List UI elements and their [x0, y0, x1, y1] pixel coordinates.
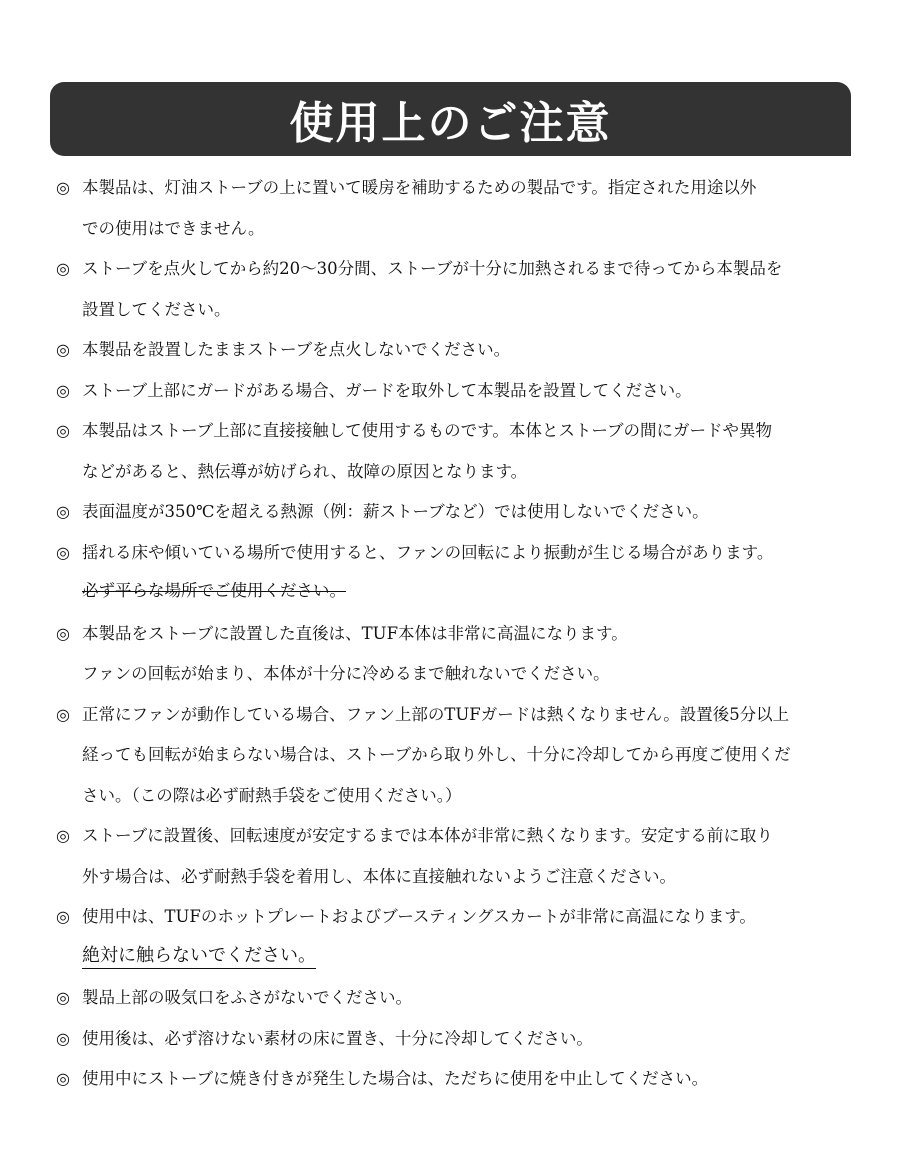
- bullet-icon: ◎: [56, 1028, 70, 1048]
- notice-list: [56, 168, 846, 1100]
- notice-text: での使用はできません。: [82, 218, 265, 238]
- bullet-icon: ◎: [56, 907, 70, 926]
- notice-item: [56, 330, 846, 371]
- bullet-icon: ◎: [56, 421, 70, 440]
- notice-text: 表面温度が350℃を超える熱源（例：薪ストーブなど）では使用しないでください。: [82, 502, 709, 521]
- notice-text: 製品上部の吸気口をふさがないでください。: [82, 988, 412, 1007]
- notice-item: [56, 1059, 846, 1100]
- notice-text: ストーブ上部にガードがある場合、ガードを取外して本製品を設置してください。: [82, 380, 692, 400]
- notice-text: 使用後は、必ず溶けない素材の床に置き、十分に冷却してください。: [82, 1028, 593, 1048]
- notice-item: [56, 614, 846, 695]
- notice-item: [56, 371, 846, 412]
- bullet-icon: ◎: [56, 988, 70, 1007]
- bullet-icon: ◎: [56, 542, 70, 562]
- notice-item: [56, 168, 846, 249]
- notice-item: [56, 249, 846, 330]
- header-bar: [50, 82, 851, 156]
- notice-text: さい。（この際は必ず耐熱手袋をご使用ください。）: [82, 785, 462, 805]
- notice-text: ストーブを点火してから約20～30分間、ストーブが十分に加熱されるまで待ってから本製品を: [82, 259, 783, 278]
- notice-text: 本製品をストーブに設置した直後は、TUF本体は非常に高温になります。: [82, 623, 628, 643]
- bullet-icon: ◎: [56, 340, 70, 359]
- notice-text: 設置してください。: [82, 299, 231, 319]
- notice-text: 使用中にストーブに焼き付きが発生した場合は、ただちに使用を中止してください。: [82, 1069, 709, 1088]
- bullet-icon: ◎: [56, 178, 70, 197]
- notice-text: 本製品は、灯油ストーブの上に置いて暖房を補助するための製品です。指定された用途以外: [82, 178, 757, 197]
- notice-note: 必ず平らな場所でご使用ください。: [82, 581, 346, 600]
- page-title: 使用上のご注意: [289, 98, 612, 149]
- notice-item: [56, 695, 846, 817]
- notice-text: ストーブに設置後、回転速度が安定するまでは本体が非常に熱くなります。安定する前に取り: [82, 826, 773, 845]
- notice-text: 本製品を設置したままストーブを点火しないでください。: [82, 340, 511, 359]
- notice-text: 本製品はストーブ上部に直接接触して使用するものです。本体とストーブの間にガードや異物: [82, 421, 773, 440]
- notice-text: 揺れる床や傾いている場所で使用すると、ファンの回転により振動が生じる場合があります。: [82, 542, 774, 562]
- notice-item: [56, 411, 846, 492]
- notice-text: 経っても回転が始まらない場合は、ストーブから取り外し、十分に冷却してから再度ご使用くだ: [82, 745, 791, 764]
- notice-warning: 絶対に触らないでください。: [82, 945, 316, 970]
- notice-text: などがあると、熱伝導が妨げられ、故障の原因となります。: [82, 461, 528, 481]
- bullet-icon: ◎: [56, 826, 70, 845]
- notice-text: 使用中は、TUFのホットプレートおよびブースティングスカートが非常に高温になります。: [82, 907, 756, 926]
- bullet-icon: ◎: [56, 259, 70, 278]
- notice-text: 正常にファンが動作している場合、ファン上部のTUFガードは熱くなりません。設置後5分以上: [82, 704, 790, 724]
- notice-item: [56, 816, 846, 897]
- notice-item: [56, 492, 846, 533]
- notice-item: [56, 978, 846, 1019]
- notice-item: [56, 533, 846, 614]
- bullet-icon: ◎: [56, 704, 70, 724]
- bullet-icon: ◎: [56, 623, 70, 643]
- notice-item: [56, 1019, 846, 1060]
- bullet-icon: ◎: [56, 502, 70, 521]
- bullet-icon: ◎: [56, 1069, 70, 1088]
- notice-item: [56, 897, 846, 978]
- bullet-icon: ◎: [56, 380, 70, 400]
- notice-text: 外す場合は、必ず耐熱手袋を着用し、本体に直接触れないようご注意ください。: [82, 866, 676, 886]
- notice-text: ファンの回転が始まり、本体が十分に冷めるまで触れないでください。: [82, 664, 610, 683]
